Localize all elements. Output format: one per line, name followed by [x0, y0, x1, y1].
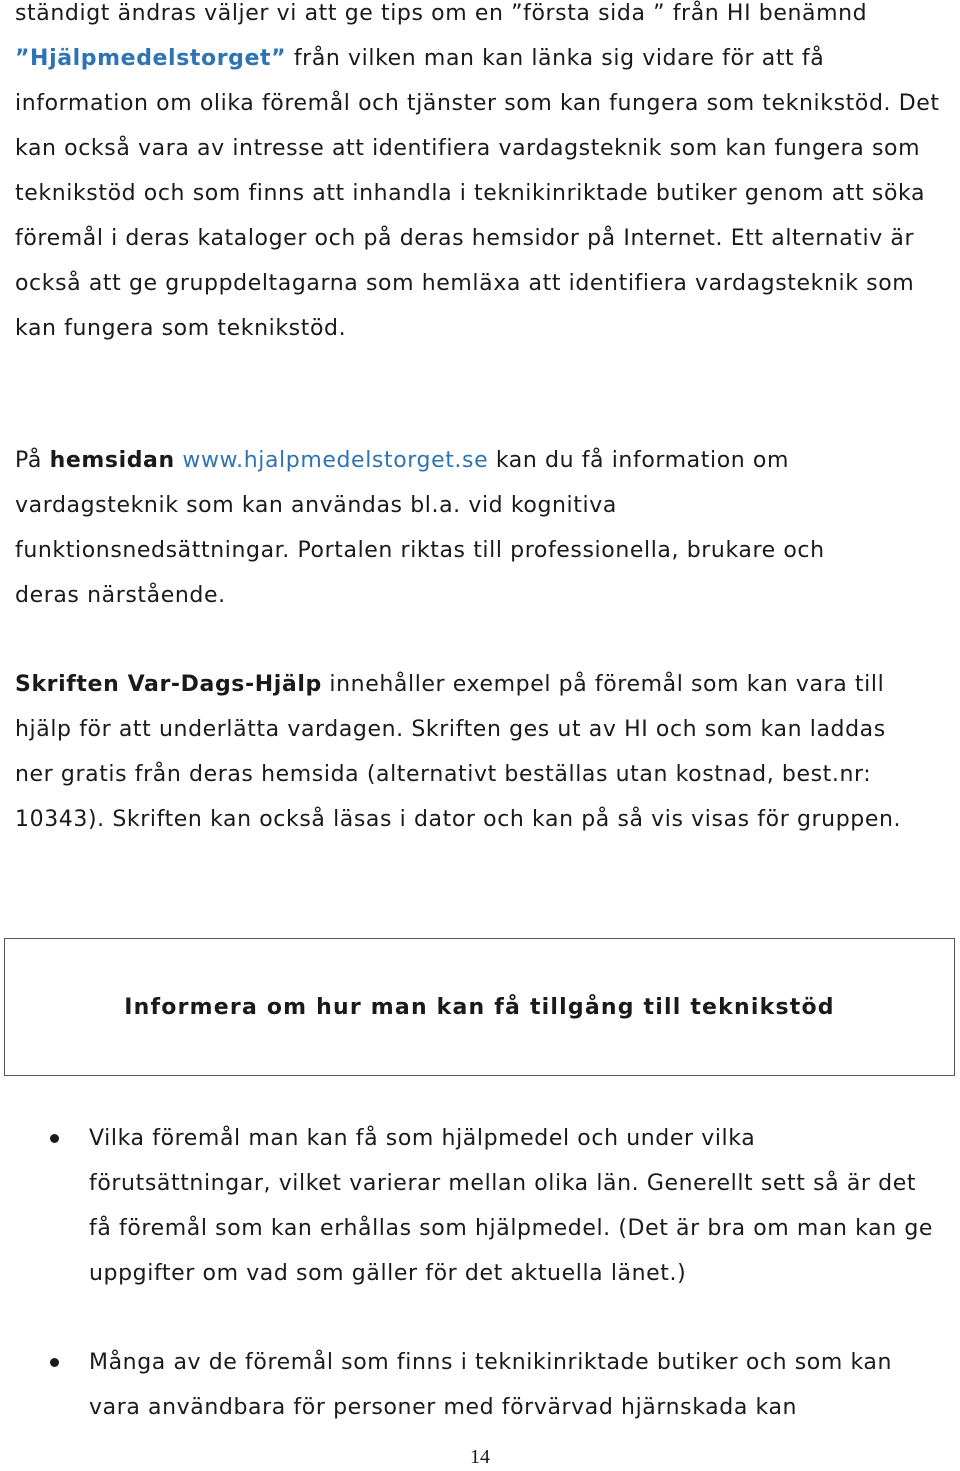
intro-text-b: från vilken man kan länka sig vidare för att få information om olika föremål och tjänster som kan fungera som teknikstöd. Det kan också vara av intresse att identifiera vardagsteknik som kan fungera som teknikstöd och som finns att inhandla i teknikinriktade butiker genom att söka föremål i deras kataloger och på deras hemsidor på Internet. Ett alternativ är också att ge gruppdeltagarna som hemläxa att identifiera vardagsteknik som kan fungera som teknikstöd.: [15, 46, 940, 341]
bullet-text: Vilka föremål man kan få som hjälpmedel och under vilka förutsättningar, vilket varierar mellan olika län. Generellt sett så är det få föremål som kan erhållas som hjälpmedel. (Det är bra om man kan ge uppgifter om vad som gäller för det aktuella länet.): [89, 1126, 934, 1286]
paragraph-intro: [15, 0, 950, 351]
paragraph-var-dags-hjalp: [15, 662, 915, 842]
bullet-icon: [50, 1358, 59, 1367]
hjalpmedelstorget-link[interactable]: www.hjalpmedelstorget.se: [182, 448, 489, 473]
var-dags-hjalp-text: innehåller exempel på föremål som kan vara till hjälp för att underlätta vardagen. Skriften ges ut av HI och som kan laddas ner gratis från deras hemsida (alternativt beställas utan kostnad, best.nr: 10343). Skriften kan också läsas i dator och kan på så vis visas för gruppen.: [15, 672, 902, 832]
var-dags-hjalp-title: Skriften Var-Dags-Hjälp: [15, 672, 322, 697]
intro-text-a: ständigt ändras väljer vi att ge tips om en ”första sida ” från HI benämnd: [15, 1, 868, 26]
paragraph-hemsidan: [15, 438, 885, 618]
bullet-text: Många av de föremål som finns i teknikinriktade butiker och som kan vara användbara för personer med förvärvad hjärnskada kan: [89, 1350, 893, 1420]
hemsidan-text-b: kan du få information om vardagsteknik som kan användas bl.a. vid kognitiva funktionsnedsättningar. Portalen riktas till professionella, brukare och deras närstående.: [15, 448, 825, 608]
hemsidan-text-a: På: [15, 448, 50, 473]
section-heading: Informera om hur man kan få tillgång till teknikstöd: [124, 994, 835, 1020]
hemsidan-bold: hemsidan: [49, 448, 175, 473]
page-number: 14: [470, 1446, 490, 1468]
section-heading-box: [4, 938, 955, 1076]
bullet-icon: [50, 1134, 59, 1143]
hjalpmedelstorget-name: ”Hjälpmedelstorget”: [15, 46, 287, 71]
